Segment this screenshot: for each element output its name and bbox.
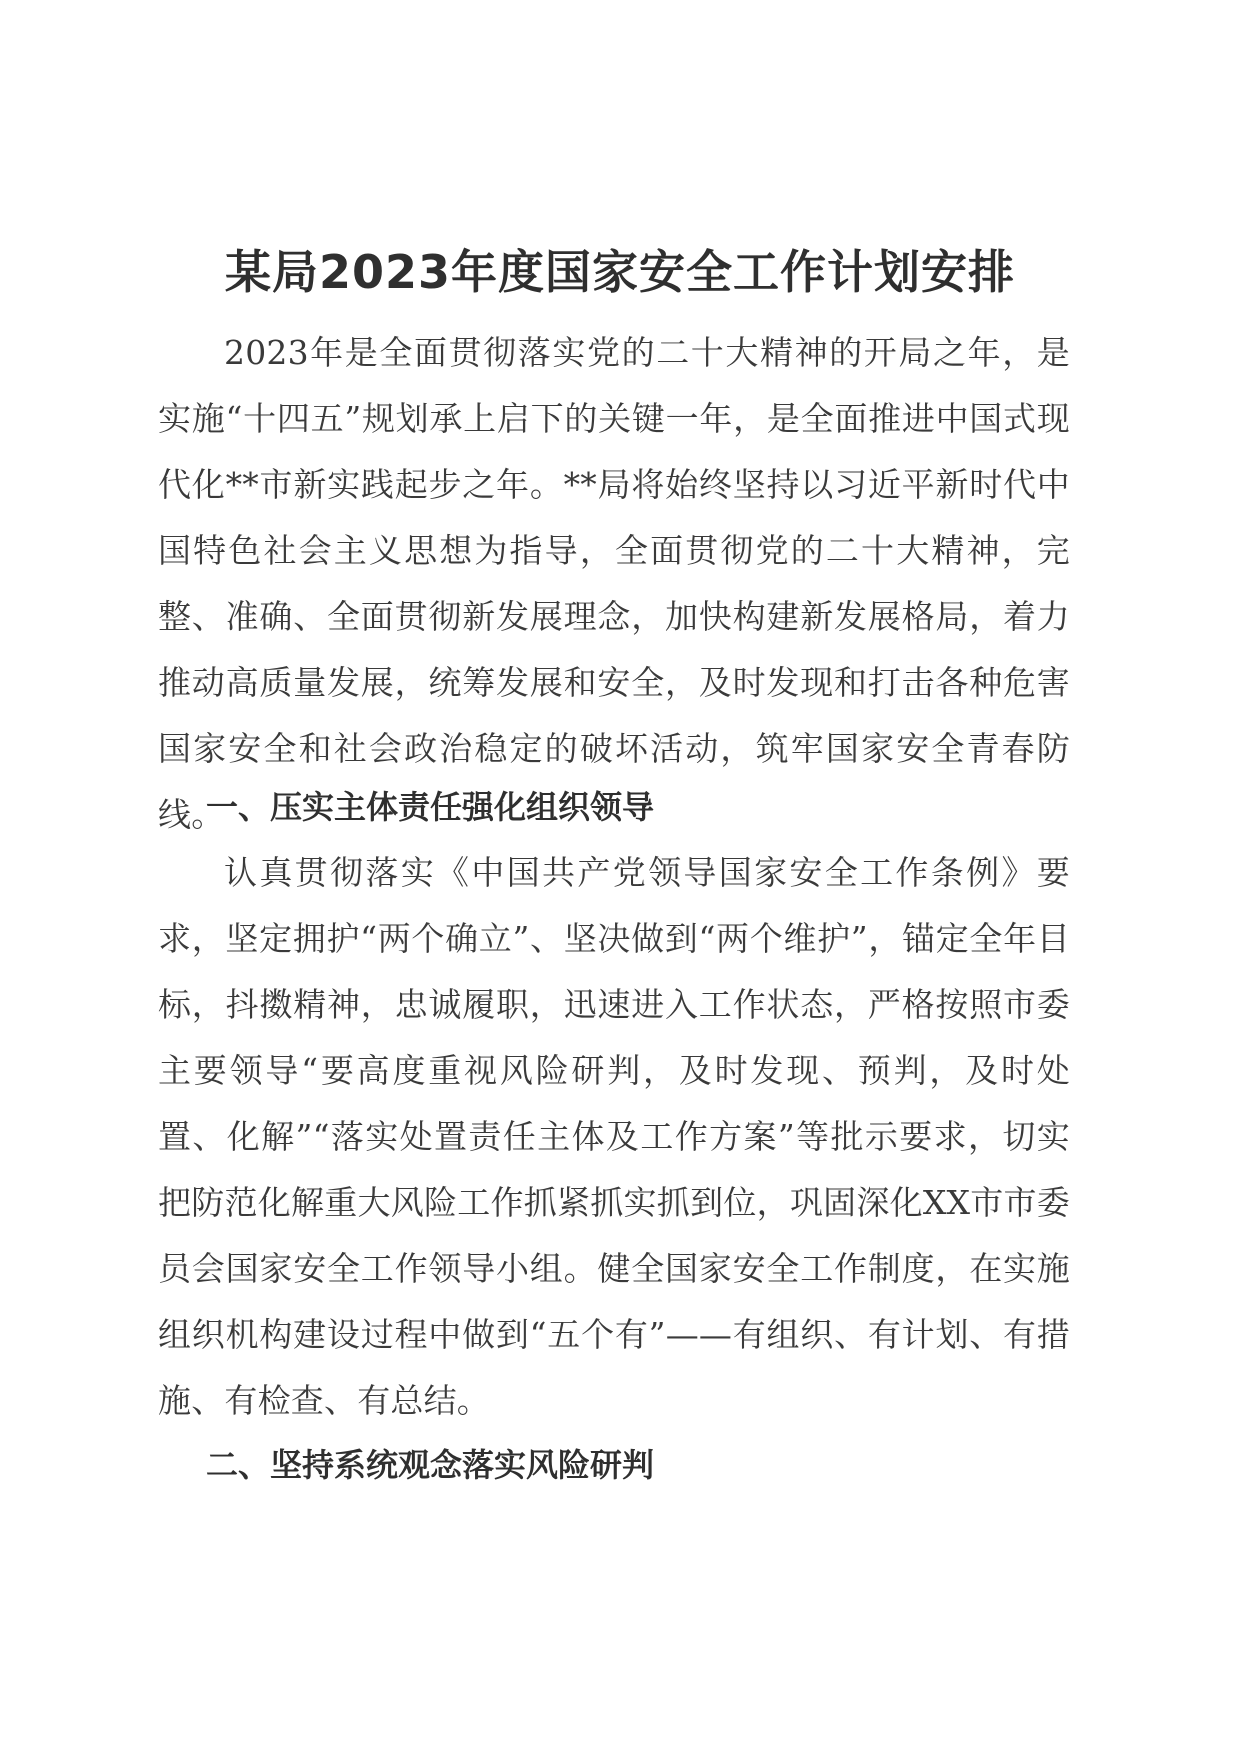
intro-paragraph: 2023年是全面贯彻落实党的二十大精神的开局之年，是实施“十四五”规划承上启下的关键一年，是全面推进中国式现代化**市新实践起步之年。**局将始终坚持以习近平新时代中国特色社会主义思想为指导，全面贯彻党的二十大精神，完整、准确、全面贯彻新发展理念，加快构建新发展格局，着力推动高质量发展，统筹发展和安全，及时发现和打击各种危害国家安全和社会政治稳定的破坏活动，筑牢国家安全青春防线。	[158, 333, 1070, 834]
section-2-heading: 二、坚持系统观念落实风险研判	[206, 1446, 655, 1484]
section-1-paragraph: 认真贯彻落实《中国共产党领导国家安全工作条例》要求，坚定拥护“两个确立”、坚决做到“两个维护”，锚定全年目标，抖擞精神，忠诚履职，迅速进入工作状态，严格按照市委主要领导“要高度重视风险研判，及时发现、预判，及时处置、化解”“落实处置责任主体及工作方案”等批示要求，切实把防范化解重大风险工作抓紧抓实抓到位，巩固深化XX市市委员会国家安全工作领导小组。健全国家安全工作制度，在实施组织机构建设过程中做到“五个有”——有组织、有计划、有措施、有检查、有总结。	[158, 853, 1070, 1420]
section-1-heading: 一、压实主体责任强化组织领导	[206, 788, 655, 826]
document-title: 某局2023年度国家安全工作计划安排	[224, 245, 1016, 299]
